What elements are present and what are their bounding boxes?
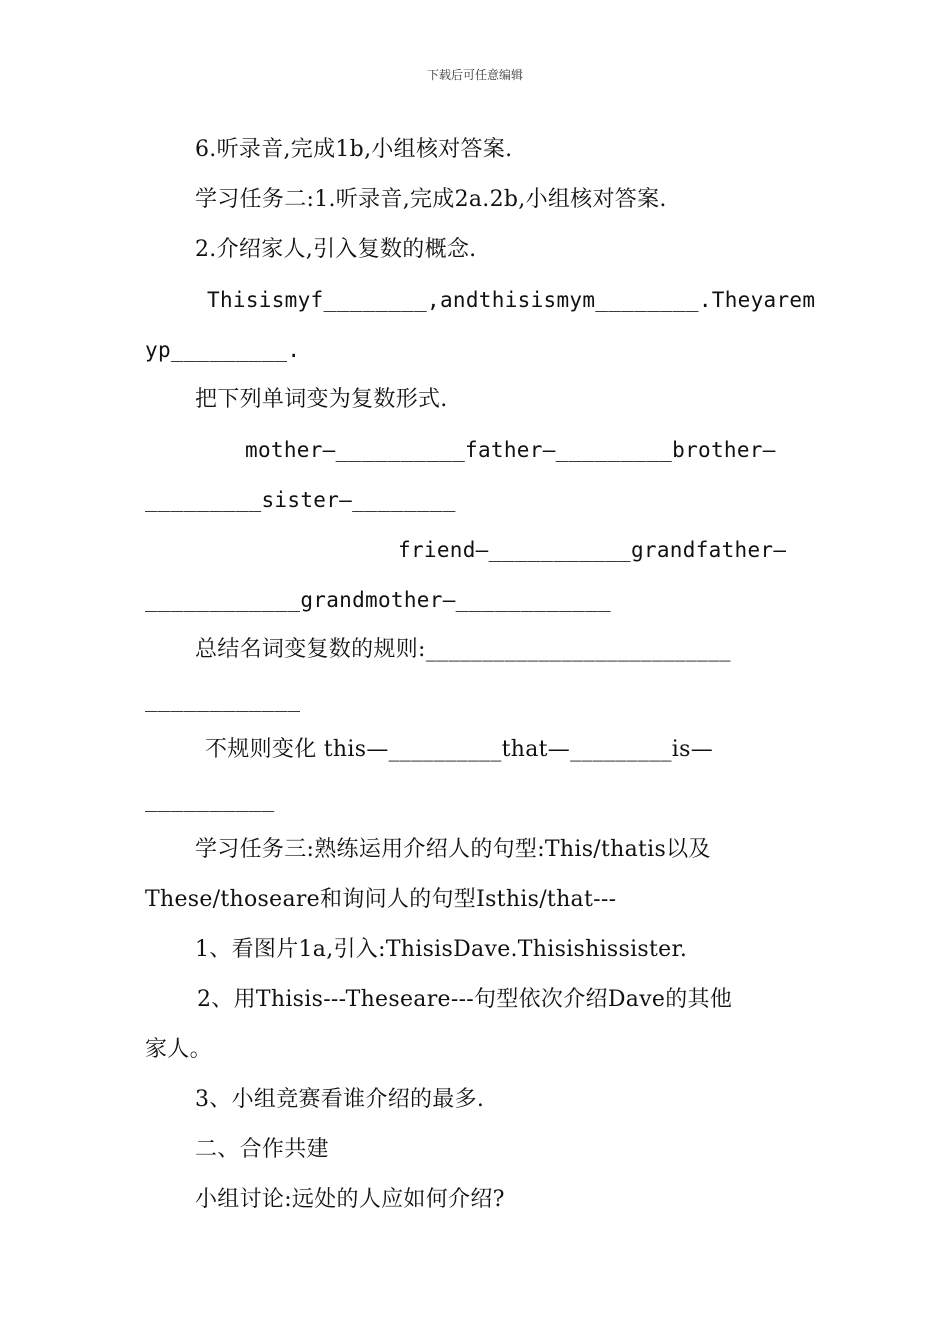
- task-three-item-3: 3、小组竞赛看谁介绍的最多.: [195, 1087, 485, 1112]
- task-three-heading: 学习任务三:熟练运用介绍人的句型:This/thatis以及: [195, 837, 711, 862]
- task-three-item-1: 1、看图片1a,引入:ThisisDave.Thisishissister.: [195, 937, 688, 962]
- task-two-heading: 学习任务二:1.听录音,完成2a.2b,小组核对答案.: [195, 187, 667, 212]
- plural-rule-summary-cont: ____________: [145, 688, 301, 712]
- plural-exercise-row-3: friend—___________grandfather—: [398, 538, 787, 562]
- irregular-change-row-cont: __________: [145, 788, 275, 812]
- plural-instruction: 把下列单词变为复数形式.: [195, 387, 448, 412]
- plural-rule-summary: 总结名词变复数的规则:___________________________: [195, 637, 731, 662]
- irregular-change-row: 不规则变化 this—__________that—_________is—: [205, 737, 714, 762]
- plural-exercise-row-1: mother—__________father—_________brother—: [245, 438, 776, 462]
- plural-exercise-row-4: ____________grandmother—____________: [145, 588, 611, 612]
- fill-in-sentence: Thisismyf________,andthisismym________.Theyarem: [207, 288, 816, 312]
- task-two-item-2: 2.介绍家人,引入复数的概念.: [195, 237, 477, 262]
- plural-exercise-row-2: _________sister—________: [145, 488, 456, 512]
- task-line-listen-1b: 6.听录音,完成1b,小组核对答案.: [195, 137, 513, 162]
- cooperation-heading: 二、合作共建: [195, 1137, 329, 1162]
- task-three-item-2-cont: 家人。: [145, 1037, 212, 1062]
- task-three-heading-cont: These/thoseare和询问人的句型Isthis/that---: [145, 887, 617, 912]
- group-discussion-line: 小组讨论:远处的人应如何介绍?: [195, 1187, 505, 1212]
- task-three-item-2: 2、用Thisis---Theseare---句型依次介绍Dave的其他: [197, 987, 733, 1012]
- page-header: 下载后可任意编辑: [426, 68, 523, 82]
- fill-in-sentence-cont: yp_________.: [145, 338, 301, 362]
